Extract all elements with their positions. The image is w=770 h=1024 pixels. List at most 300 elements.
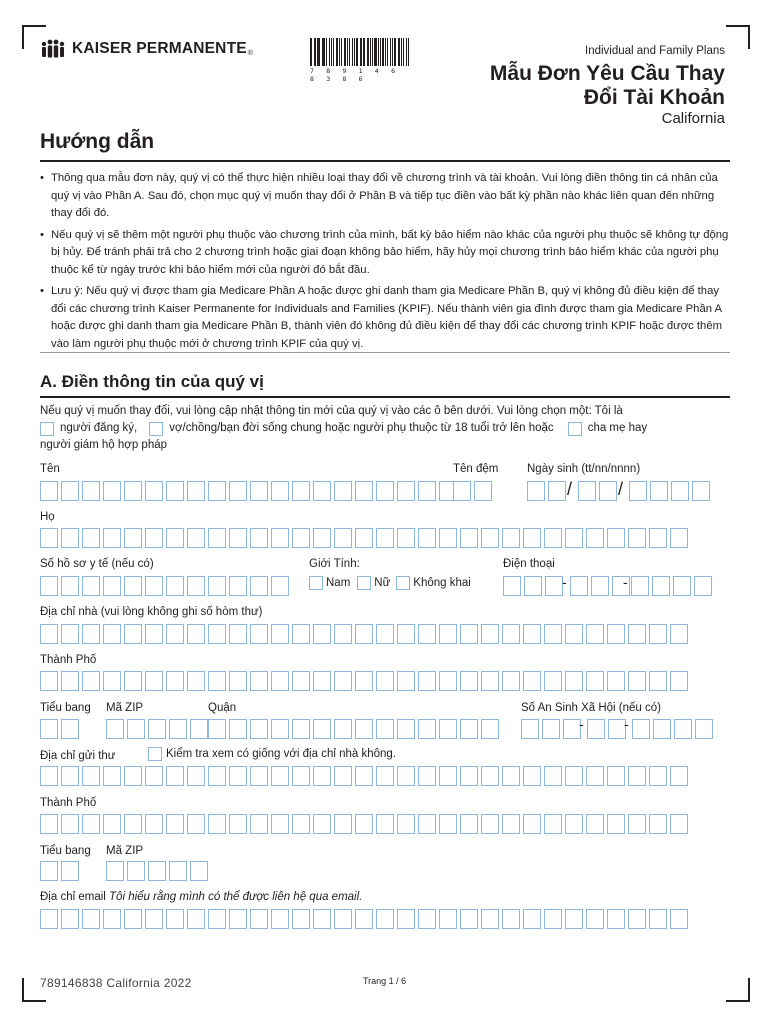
city-input[interactable] [40,671,688,691]
input-box[interactable] [166,481,184,501]
input-box[interactable] [187,624,205,644]
input-box[interactable] [250,624,268,644]
input-box[interactable] [586,909,604,929]
input-box[interactable] [271,624,289,644]
input-box[interactable] [628,766,646,786]
input-box[interactable] [652,576,670,596]
input-box[interactable] [229,671,247,691]
input-box[interactable] [40,861,58,881]
input-box[interactable] [82,576,100,596]
input-box[interactable] [397,481,415,501]
mail-city-input[interactable] [40,814,688,834]
input-box[interactable] [208,528,226,548]
input-box[interactable] [692,481,710,501]
input-box[interactable] [334,481,352,501]
input-box[interactable] [632,719,650,739]
input-box[interactable] [418,671,436,691]
input-box[interactable] [631,576,649,596]
input-box[interactable] [565,766,583,786]
input-box[interactable] [376,814,394,834]
input-box[interactable] [313,814,331,834]
input-box[interactable] [544,766,562,786]
input-box[interactable] [124,624,142,644]
gender-undisclosed-checkbox[interactable] [396,576,410,590]
input-box[interactable] [166,624,184,644]
input-box[interactable] [145,814,163,834]
input-box[interactable] [578,481,596,501]
input-box[interactable] [127,861,145,881]
input-box[interactable] [397,624,415,644]
input-box[interactable] [61,909,79,929]
county-input[interactable] [208,719,499,739]
input-box[interactable] [674,719,692,739]
input-box[interactable] [376,909,394,929]
input-box[interactable] [355,719,373,739]
gender-female-checkbox[interactable] [357,576,371,590]
input-box[interactable] [376,528,394,548]
input-box[interactable] [106,861,124,881]
input-box[interactable] [61,671,79,691]
input-box[interactable] [397,909,415,929]
input-box[interactable] [649,909,667,929]
input-box[interactable] [355,766,373,786]
input-box[interactable] [439,766,457,786]
input-box[interactable] [502,528,520,548]
input-box[interactable] [208,814,226,834]
input-box[interactable] [649,814,667,834]
input-box[interactable] [671,481,689,501]
input-box[interactable] [586,814,604,834]
input-box[interactable] [591,576,609,596]
input-box[interactable] [397,528,415,548]
input-box[interactable] [61,766,79,786]
role-spouse-dependent-checkbox[interactable] [149,422,163,436]
input-box[interactable] [106,719,124,739]
middle-initial-input[interactable] [453,481,492,501]
input-box[interactable] [523,528,541,548]
input-box[interactable] [355,624,373,644]
input-box[interactable] [229,481,247,501]
input-box[interactable] [355,909,373,929]
first-name-input[interactable] [40,481,457,501]
input-box[interactable] [271,719,289,739]
input-box[interactable] [418,719,436,739]
input-box[interactable] [503,576,521,596]
input-box[interactable] [694,576,712,596]
home-address-input[interactable] [40,624,688,644]
input-box[interactable] [292,481,310,501]
input-box[interactable] [334,528,352,548]
mrn-input[interactable] [40,576,289,596]
input-box[interactable] [61,861,79,881]
input-box[interactable] [271,766,289,786]
input-box[interactable] [166,766,184,786]
input-box[interactable] [250,766,268,786]
input-box[interactable] [460,766,478,786]
input-box[interactable] [523,766,541,786]
input-box[interactable] [544,909,562,929]
input-box[interactable] [502,814,520,834]
input-box[interactable] [586,528,604,548]
gender-male-checkbox[interactable] [309,576,323,590]
input-box[interactable] [565,528,583,548]
input-box[interactable] [565,671,583,691]
input-box[interactable] [292,719,310,739]
input-box[interactable] [271,481,289,501]
input-box[interactable] [649,766,667,786]
input-box[interactable] [187,766,205,786]
input-box[interactable] [166,671,184,691]
input-box[interactable] [103,481,121,501]
input-box[interactable] [40,909,58,929]
input-box[interactable] [103,624,121,644]
input-box[interactable] [376,671,394,691]
input-box[interactable] [376,624,394,644]
input-box[interactable] [418,528,436,548]
input-box[interactable] [418,481,436,501]
input-box[interactable] [481,814,499,834]
input-box[interactable] [82,909,100,929]
input-box[interactable] [355,671,373,691]
input-box[interactable] [460,719,478,739]
input-box[interactable] [124,909,142,929]
input-box[interactable] [271,671,289,691]
input-box[interactable] [250,671,268,691]
input-box[interactable] [376,766,394,786]
input-box[interactable] [460,814,478,834]
input-box[interactable] [166,576,184,596]
input-box[interactable] [565,909,583,929]
input-box[interactable] [292,909,310,929]
input-box[interactable] [607,528,625,548]
input-box[interactable] [187,576,205,596]
input-box[interactable] [599,481,617,501]
input-box[interactable] [271,814,289,834]
input-box[interactable] [418,624,436,644]
same-as-home-checkbox[interactable] [148,747,162,761]
input-box[interactable] [453,481,471,501]
ssn-part1-input[interactable] [521,719,581,739]
input-box[interactable] [103,671,121,691]
input-box[interactable] [208,909,226,929]
input-box[interactable] [145,528,163,548]
input-box[interactable] [460,671,478,691]
input-box[interactable] [313,528,331,548]
input-box[interactable] [148,719,166,739]
input-box[interactable] [187,814,205,834]
input-box[interactable] [145,671,163,691]
input-box[interactable] [190,861,208,881]
input-box[interactable] [82,814,100,834]
input-box[interactable] [208,481,226,501]
input-box[interactable] [397,671,415,691]
input-box[interactable] [82,481,100,501]
zip-input[interactable] [106,719,208,739]
input-box[interactable] [271,576,289,596]
input-box[interactable] [545,576,563,596]
input-box[interactable] [481,528,499,548]
input-box[interactable] [628,814,646,834]
input-box[interactable] [313,481,331,501]
ssn-part2-input[interactable] [587,719,626,739]
input-box[interactable] [82,671,100,691]
input-box[interactable] [40,814,58,834]
input-box[interactable] [565,624,583,644]
input-box[interactable] [649,624,667,644]
dob-year-input[interactable] [629,481,710,501]
input-box[interactable] [208,624,226,644]
input-box[interactable] [544,814,562,834]
input-box[interactable] [187,671,205,691]
input-box[interactable] [61,719,79,739]
role-subscriber-checkbox[interactable] [40,422,54,436]
input-box[interactable] [587,719,605,739]
input-box[interactable] [502,766,520,786]
input-box[interactable] [145,576,163,596]
role-guardian-checkbox[interactable] [568,422,582,436]
input-box[interactable] [586,766,604,786]
input-box[interactable] [418,766,436,786]
input-box[interactable] [502,909,520,929]
input-box[interactable] [586,624,604,644]
input-box[interactable] [124,814,142,834]
input-box[interactable] [334,671,352,691]
input-box[interactable] [208,719,226,739]
input-box[interactable] [127,719,145,739]
input-box[interactable] [397,814,415,834]
input-box[interactable] [397,766,415,786]
input-box[interactable] [271,528,289,548]
phone-line-input[interactable] [631,576,712,596]
input-box[interactable] [208,671,226,691]
input-box[interactable] [523,814,541,834]
ssn-part3-input[interactable] [632,719,713,739]
input-box[interactable] [145,624,163,644]
input-box[interactable] [40,481,58,501]
input-box[interactable] [208,576,226,596]
input-box[interactable] [607,624,625,644]
last-name-input[interactable] [40,528,688,548]
input-box[interactable] [355,481,373,501]
input-box[interactable] [670,814,688,834]
input-box[interactable] [187,528,205,548]
phone-prefix-input[interactable] [570,576,630,596]
input-box[interactable] [670,671,688,691]
input-box[interactable] [103,576,121,596]
input-box[interactable] [148,861,166,881]
input-box[interactable] [187,481,205,501]
input-box[interactable] [250,576,268,596]
input-box[interactable] [313,671,331,691]
input-box[interactable] [607,766,625,786]
input-box[interactable] [313,909,331,929]
input-box[interactable] [670,624,688,644]
input-box[interactable] [82,766,100,786]
input-box[interactable] [334,766,352,786]
input-box[interactable] [524,576,542,596]
input-box[interactable] [523,671,541,691]
input-box[interactable] [481,719,499,739]
input-box[interactable] [250,528,268,548]
input-box[interactable] [229,576,247,596]
input-box[interactable] [103,814,121,834]
input-box[interactable] [145,766,163,786]
input-box[interactable] [527,481,545,501]
input-box[interactable] [61,624,79,644]
input-box[interactable] [292,671,310,691]
input-box[interactable] [670,528,688,548]
input-box[interactable] [187,909,205,929]
input-box[interactable] [334,814,352,834]
input-box[interactable] [229,719,247,739]
email-input[interactable] [40,909,688,929]
input-box[interactable] [313,624,331,644]
input-box[interactable] [629,481,647,501]
input-box[interactable] [292,766,310,786]
input-box[interactable] [650,481,668,501]
input-box[interactable] [628,528,646,548]
input-box[interactable] [565,814,583,834]
input-box[interactable] [376,719,394,739]
input-box[interactable] [502,624,520,644]
input-box[interactable] [460,528,478,548]
input-box[interactable] [61,481,79,501]
input-box[interactable] [542,719,560,739]
input-box[interactable] [40,624,58,644]
input-box[interactable] [649,671,667,691]
input-box[interactable] [334,624,352,644]
input-box[interactable] [292,624,310,644]
input-box[interactable] [586,671,604,691]
input-box[interactable] [208,766,226,786]
dob-day-input[interactable] [578,481,617,501]
input-box[interactable] [649,528,667,548]
input-box[interactable] [628,909,646,929]
input-box[interactable] [673,576,691,596]
input-box[interactable] [145,909,163,929]
input-box[interactable] [145,481,163,501]
input-box[interactable] [166,909,184,929]
input-box[interactable] [229,528,247,548]
input-box[interactable] [355,528,373,548]
input-box[interactable] [61,576,79,596]
input-box[interactable] [376,481,394,501]
input-box[interactable] [313,766,331,786]
input-box[interactable] [502,671,520,691]
input-box[interactable] [271,909,289,929]
input-box[interactable] [544,528,562,548]
input-box[interactable] [190,719,208,739]
input-box[interactable] [292,814,310,834]
input-box[interactable] [548,481,566,501]
input-box[interactable] [460,909,478,929]
mail-state-input[interactable] [40,861,79,881]
input-box[interactable] [40,528,58,548]
input-box[interactable] [124,481,142,501]
input-box[interactable] [166,528,184,548]
input-box[interactable] [124,671,142,691]
input-box[interactable] [523,909,541,929]
input-box[interactable] [474,481,492,501]
input-box[interactable] [439,909,457,929]
input-box[interactable] [40,671,58,691]
input-box[interactable] [418,909,436,929]
input-box[interactable] [544,624,562,644]
input-box[interactable] [61,814,79,834]
input-box[interactable] [229,624,247,644]
input-box[interactable] [229,909,247,929]
input-box[interactable] [653,719,671,739]
input-box[interactable] [124,576,142,596]
input-box[interactable] [355,814,373,834]
input-box[interactable] [166,814,184,834]
input-box[interactable] [229,766,247,786]
input-box[interactable] [607,671,625,691]
input-box[interactable] [124,528,142,548]
input-box[interactable] [481,909,499,929]
input-box[interactable] [481,766,499,786]
input-box[interactable] [439,671,457,691]
phone-area-input[interactable] [503,576,563,596]
input-box[interactable] [292,528,310,548]
input-box[interactable] [169,719,187,739]
input-box[interactable] [481,624,499,644]
input-box[interactable] [628,671,646,691]
input-box[interactable] [82,528,100,548]
input-box[interactable] [250,719,268,739]
input-box[interactable] [670,909,688,929]
input-box[interactable] [250,481,268,501]
input-box[interactable] [169,861,187,881]
input-box[interactable] [61,528,79,548]
input-box[interactable] [628,624,646,644]
input-box[interactable] [229,814,247,834]
input-box[interactable] [250,814,268,834]
input-box[interactable] [40,766,58,786]
input-box[interactable] [439,719,457,739]
input-box[interactable] [439,624,457,644]
input-box[interactable] [418,814,436,834]
input-box[interactable] [334,909,352,929]
input-box[interactable] [40,719,58,739]
input-box[interactable] [250,909,268,929]
input-box[interactable] [607,814,625,834]
input-box[interactable] [439,814,457,834]
input-box[interactable] [521,719,539,739]
input-box[interactable] [124,766,142,786]
input-box[interactable] [544,671,562,691]
input-box[interactable] [313,719,331,739]
mail-zip-input[interactable] [106,861,208,881]
input-box[interactable] [103,909,121,929]
state-input[interactable] [40,719,79,739]
input-box[interactable] [82,624,100,644]
input-box[interactable] [670,766,688,786]
input-box[interactable] [103,528,121,548]
input-box[interactable] [607,909,625,929]
input-box[interactable] [397,719,415,739]
mailing-address-input[interactable] [40,766,688,786]
input-box[interactable] [481,671,499,691]
input-box[interactable] [40,576,58,596]
input-box[interactable] [523,624,541,644]
input-box[interactable] [334,719,352,739]
dob-month-input[interactable] [527,481,566,501]
input-box[interactable] [103,766,121,786]
input-box[interactable] [439,528,457,548]
input-box[interactable] [695,719,713,739]
input-box[interactable] [460,624,478,644]
